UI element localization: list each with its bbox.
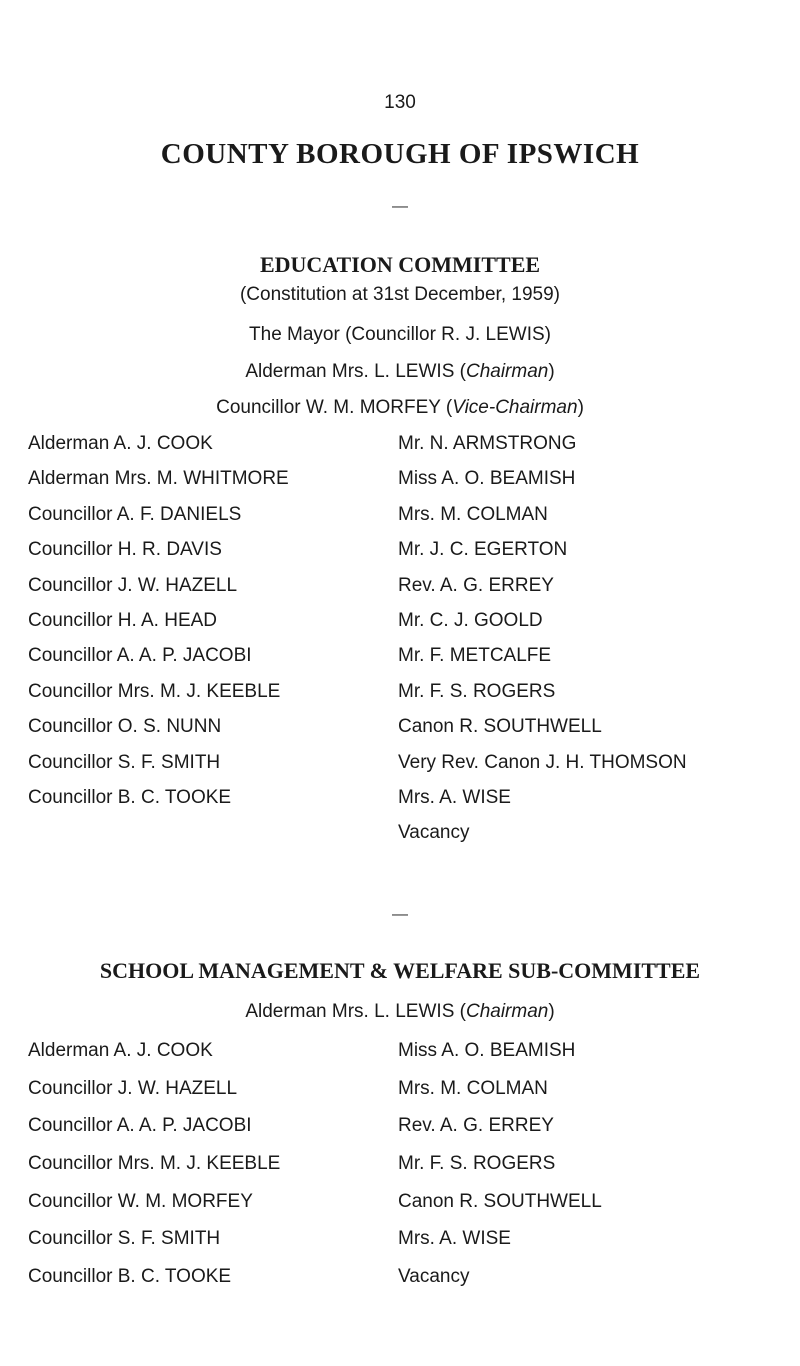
member-name: Councillor Mrs. M. J. KEEBLE <box>28 680 281 702</box>
member-name: Mr. F. METCALFE <box>398 645 552 667</box>
chairman-role: Chairman <box>465 361 549 382</box>
member-name: Miss A. O. BEAMISH <box>398 468 576 490</box>
member-name: Mr. N. ARMSTRONG <box>398 433 577 454</box>
member-name: Mrs. M. COLMAN <box>398 1077 548 1099</box>
member-name: Councillor W. M. MORFEY <box>28 1190 253 1212</box>
member-name: Councillor S. F. SMITH <box>28 751 221 773</box>
member-name: Canon R. SOUTHWELL <box>398 716 602 738</box>
member-name: Councillor J. W. HAZELL <box>28 1077 238 1099</box>
member-name: Vacancy <box>398 1266 470 1288</box>
education-committee-heading: EDUCATION COMMITTEE <box>259 252 541 277</box>
sub-committee-heading: SCHOOL MANAGEMENT & WELFARE SUB-COMMITTEE <box>99 958 701 983</box>
member-name: Mrs. M. COLMAN <box>398 503 548 525</box>
member-name: Councillor B. C. TOOKE <box>28 786 232 808</box>
mayor-line: The Mayor (Councillor R. J. LEWIS) <box>249 324 551 345</box>
member-name: Councillor B. C. TOOKE <box>28 1266 232 1288</box>
member-name: Councillor H. R. DAVIS <box>28 539 222 561</box>
constitution-note: (Constitution at 31st December, 1959) <box>239 284 560 305</box>
page-title: COUNTY BOROUGH OF IPSWICH <box>160 138 640 170</box>
member-name: Miss A. O. BEAMISH <box>398 1040 576 1061</box>
separator-middle: — <box>392 906 408 923</box>
member-name: Mrs. A. WISE <box>398 786 511 808</box>
member-name: Vacancy <box>398 822 470 844</box>
sub-chairman-name: Alderman Mrs. L. LEWIS <box>245 1001 455 1022</box>
separator-top: — <box>392 198 408 215</box>
sub-committee-left-members <box>28 1032 280 1296</box>
sub-chairman-role: Chairman <box>465 1001 549 1022</box>
member-name: Very Rev. Canon J. H. THOMSON <box>398 751 687 773</box>
member-name: Alderman A. J. COOK <box>28 433 213 454</box>
member-name: Canon R. SOUTHWELL <box>398 1190 602 1212</box>
sub-chairman-line: Alderman Mrs. L. LEWIS (Chairman) <box>245 1001 555 1022</box>
member-name: Councillor A. A. P. JACOBI <box>28 1115 252 1137</box>
member-name: Councillor O. S. NUNN <box>28 716 222 738</box>
chairman-line: Alderman Mrs. L. LEWIS (Chairman) <box>245 361 555 382</box>
member-name: Councillor A. A. P. JACOBI <box>28 645 252 667</box>
member-name: Mrs. A. WISE <box>398 1228 511 1250</box>
member-name: Mr. J. C. EGERTON <box>398 539 568 561</box>
member-name: Councillor Mrs. M. J. KEEBLE <box>28 1153 281 1175</box>
education-right-members <box>398 426 687 851</box>
education-left-members <box>28 426 289 815</box>
member-name: Rev. A. G. ERREY <box>398 1115 554 1137</box>
vice-chairman-name: Councillor W. M. MORFEY <box>216 397 441 418</box>
chairman-name: Alderman Mrs. L. LEWIS <box>245 361 455 382</box>
member-name: Councillor S. F. SMITH <box>28 1228 221 1250</box>
member-name: Mr. F. S. ROGERS <box>398 1153 556 1175</box>
sub-committee-right-members <box>398 1032 602 1296</box>
vice-chairman-line: Councillor W. M. MORFEY (Vice-Chairman) <box>216 397 584 418</box>
member-name: Councillor J. W. HAZELL <box>28 574 238 596</box>
member-name: Rev. A. G. ERREY <box>398 574 554 596</box>
page-number: 130 <box>384 92 416 113</box>
member-name: Councillor A. F. DANIELS <box>28 503 242 525</box>
vice-chairman-role: Vice-Chairman <box>452 397 578 418</box>
member-name: Mr. C. J. GOOLD <box>398 609 543 631</box>
member-name: Mr. F. S. ROGERS <box>398 680 556 702</box>
member-name: Alderman Mrs. M. WHITMORE <box>28 468 289 490</box>
member-name: Alderman A. J. COOK <box>28 1040 213 1061</box>
member-name: Councillor H. A. HEAD <box>28 609 218 631</box>
